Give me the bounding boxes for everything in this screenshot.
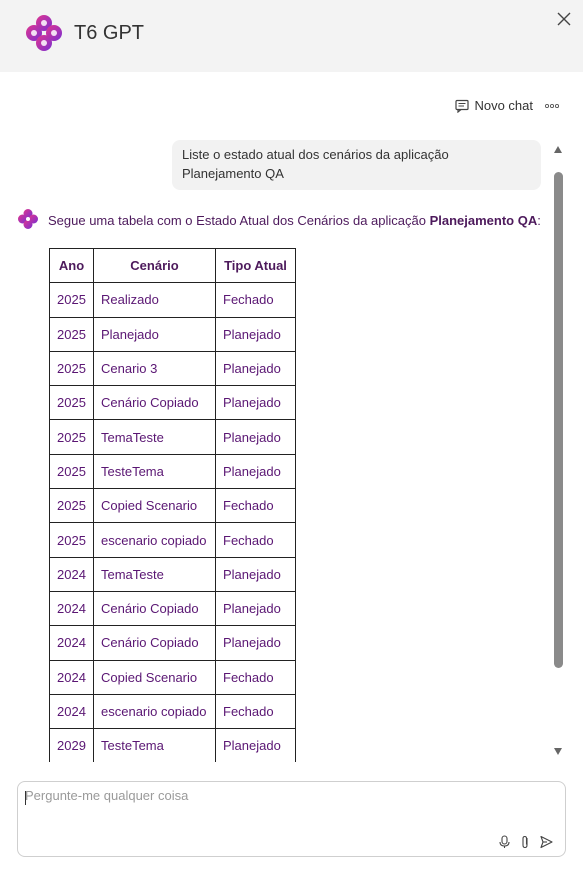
- new-chat-label: Novo chat: [474, 98, 533, 113]
- message-input[interactable]: [25, 788, 495, 818]
- cell-tipo-atual: Planejado: [216, 386, 296, 420]
- table-row: [50, 454, 296, 488]
- cell-tipo-atual: Planejado: [216, 557, 296, 591]
- scroll-up-arrow-icon[interactable]: [554, 146, 562, 153]
- cell-ano: 2024: [50, 660, 94, 694]
- table-row: [50, 557, 296, 591]
- cell-tipo-atual: Fechado: [216, 694, 296, 728]
- table-row: [50, 420, 296, 454]
- table-row: [50, 283, 296, 317]
- text-caret: [25, 791, 26, 805]
- cell-cenario: Realizado: [94, 283, 216, 317]
- table-row: [50, 729, 296, 762]
- table-row: [50, 351, 296, 385]
- cell-ano: 2025: [50, 386, 94, 420]
- scroll-down-arrow-icon[interactable]: [554, 748, 562, 755]
- cell-cenario: Cenário Copiado: [94, 591, 216, 625]
- table-row: [50, 523, 296, 557]
- table-row: [50, 489, 296, 523]
- cell-tipo-atual: Planejado: [216, 591, 296, 625]
- cell-ano: 2025: [50, 420, 94, 454]
- message-input-box[interactable]: [17, 781, 566, 857]
- cell-cenario: Cenário Copiado: [94, 626, 216, 660]
- scrollbar-thumb[interactable]: [554, 172, 563, 668]
- cell-cenario: escenario copiado: [94, 523, 216, 557]
- cell-cenario: Copied Scenario: [94, 489, 216, 523]
- bot-message-intro: Segue uma tabela com o Estado Atual dos Cenários da aplicação: [48, 213, 430, 228]
- chat-scrollbar[interactable]: [553, 144, 565, 760]
- app-header: [0, 0, 583, 72]
- column-header-tipo-atual: Tipo Atual: [216, 249, 296, 283]
- table-row: [50, 626, 296, 660]
- chat-toolbar: [455, 98, 559, 113]
- close-icon[interactable]: [554, 9, 574, 29]
- bot-message: [48, 213, 541, 228]
- more-options-icon[interactable]: [545, 103, 559, 109]
- column-header-cenario: Cenário: [94, 249, 216, 283]
- cell-cenario: Cenario 3: [94, 351, 216, 385]
- cell-ano: 2024: [50, 694, 94, 728]
- cell-cenario: Copied Scenario: [94, 660, 216, 694]
- cell-ano: 2025: [50, 351, 94, 385]
- cell-tipo-atual: Planejado: [216, 317, 296, 351]
- cell-tipo-atual: Fechado: [216, 283, 296, 317]
- cell-ano: 2029: [50, 729, 94, 762]
- cell-ano: 2025: [50, 283, 94, 317]
- cell-tipo-atual: Fechado: [216, 523, 296, 557]
- table-header-row: [50, 249, 296, 283]
- cell-tipo-atual: Fechado: [216, 489, 296, 523]
- attachment-icon[interactable]: [519, 835, 532, 849]
- cell-ano: 2025: [50, 317, 94, 351]
- user-message: Liste o estado atual dos cenários da aplicação Planejamento QA: [172, 140, 541, 190]
- cell-tipo-atual: Planejado: [216, 454, 296, 488]
- table-row: [50, 317, 296, 351]
- chat-messages: [0, 132, 553, 762]
- cell-cenario: TemaTeste: [94, 420, 216, 454]
- table-row: [50, 694, 296, 728]
- cell-cenario: Planejado: [94, 317, 216, 351]
- table-row: [50, 660, 296, 694]
- cell-cenario: TemaTeste: [94, 557, 216, 591]
- cell-tipo-atual: Planejado: [216, 351, 296, 385]
- cell-cenario: Cenário Copiado: [94, 386, 216, 420]
- cell-ano: 2024: [50, 557, 94, 591]
- microphone-icon[interactable]: [498, 835, 511, 849]
- chat-icon: [455, 99, 469, 113]
- cell-ano: 2025: [50, 523, 94, 557]
- cell-cenario: TesteTema: [94, 729, 216, 762]
- input-actions: [498, 835, 553, 849]
- cell-ano: 2025: [50, 454, 94, 488]
- column-header-ano: Ano: [50, 249, 94, 283]
- bot-message-suffix: :: [537, 213, 541, 228]
- cell-ano: 2024: [50, 591, 94, 625]
- cell-cenario: TesteTema: [94, 454, 216, 488]
- cell-tipo-atual: Planejado: [216, 626, 296, 660]
- bot-avatar-icon: [17, 208, 39, 230]
- cell-ano: 2025: [50, 489, 94, 523]
- send-icon[interactable]: [540, 835, 553, 849]
- cell-ano: 2024: [50, 626, 94, 660]
- bot-message-app-name: Planejamento QA: [429, 213, 538, 228]
- table-row: [50, 386, 296, 420]
- cell-tipo-atual: Planejado: [216, 729, 296, 762]
- new-chat-button[interactable]: [455, 98, 533, 113]
- t6-logo-icon: [24, 14, 64, 52]
- scenarios-table: [49, 248, 296, 762]
- cell-tipo-atual: Fechado: [216, 660, 296, 694]
- cell-tipo-atual: Planejado: [216, 420, 296, 454]
- table-row: [50, 591, 296, 625]
- app-title: T6 GPT: [74, 22, 145, 44]
- cell-cenario: escenario copiado: [94, 694, 216, 728]
